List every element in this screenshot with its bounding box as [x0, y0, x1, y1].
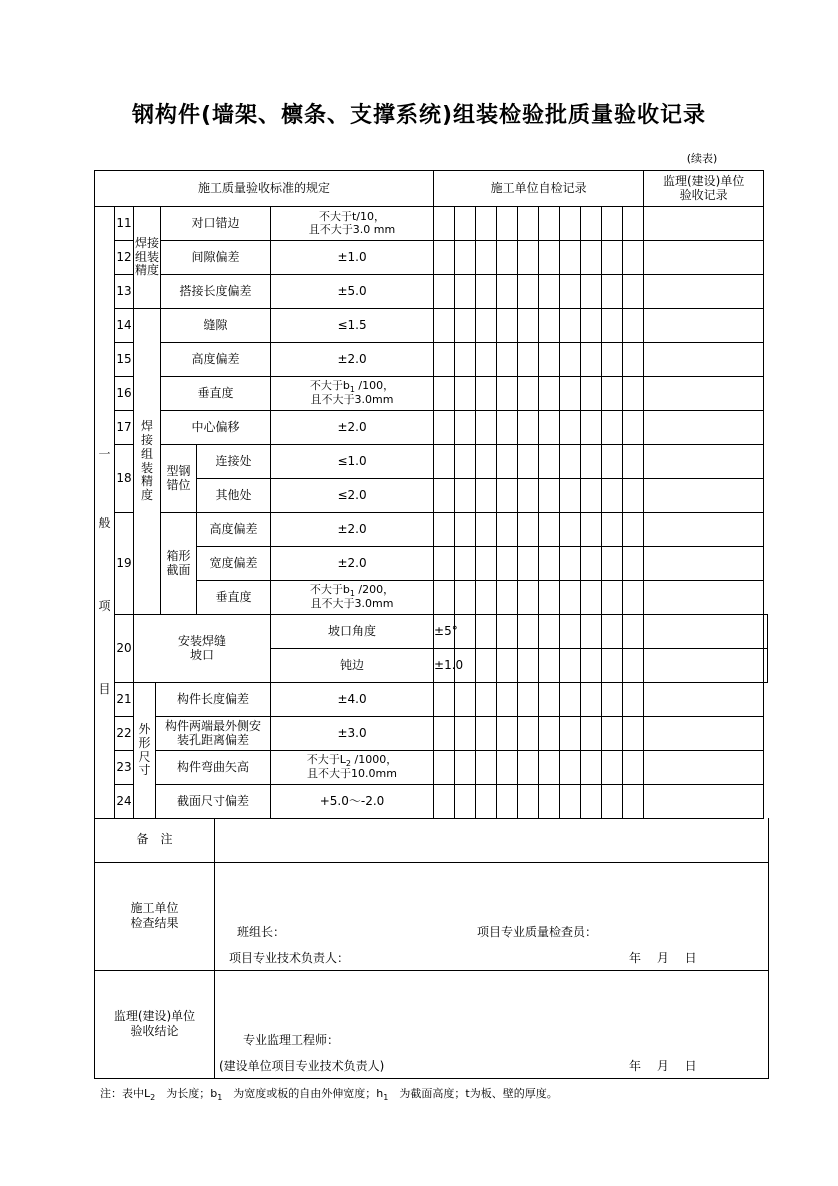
check-cell[interactable] [476, 683, 497, 717]
check-cell[interactable] [539, 513, 560, 547]
item-name: 中心偏移 [161, 411, 271, 445]
check-cell[interactable] [560, 751, 581, 785]
standard-value: ±2.0 [271, 343, 434, 377]
check-cell[interactable] [455, 513, 476, 547]
standard-value: ±2.0 [271, 547, 434, 581]
check-cell[interactable] [476, 581, 497, 615]
table-row [95, 207, 768, 241]
item-name: 搭接长度偏差 [161, 275, 271, 309]
table-row [95, 615, 768, 649]
check-cell[interactable] [644, 615, 764, 649]
check-cell[interactable] [434, 343, 455, 377]
row-number: 16 [115, 377, 134, 411]
check-cell[interactable] [623, 241, 644, 275]
check-cell[interactable] [623, 581, 644, 615]
check-cell[interactable] [455, 751, 476, 785]
check-cell[interactable] [623, 479, 644, 513]
check-cell[interactable] [434, 581, 455, 615]
check-cell[interactable] [539, 615, 560, 649]
check-cell[interactable] [539, 547, 560, 581]
check-cell[interactable] [560, 513, 581, 547]
check-cell[interactable] [602, 513, 623, 547]
supervision-cell[interactable] [644, 479, 764, 513]
standard-value: ±3.0 [271, 717, 434, 751]
check-cell[interactable] [434, 207, 455, 241]
standard-value: 不大于$L_2$ /1000， 且不大于10.0mm [271, 751, 434, 785]
row-number: 20 [115, 615, 134, 683]
check-cell[interactable] [581, 717, 602, 751]
header-standard: 施工质量验收标准的规定 [95, 171, 434, 207]
table-row [95, 343, 768, 377]
check-cell[interactable] [518, 513, 539, 547]
supervision-cell[interactable] [644, 751, 764, 785]
check-cell[interactable] [455, 717, 476, 751]
check-cell[interactable] [434, 751, 455, 785]
check-cell[interactable] [455, 785, 476, 819]
table-row [95, 241, 768, 275]
check-cell[interactable] [623, 751, 644, 785]
check-cell[interactable] [497, 241, 518, 275]
check-cell[interactable] [497, 309, 518, 343]
check-cell[interactable] [476, 377, 497, 411]
check-cell[interactable] [434, 309, 455, 343]
check-cell[interactable] [455, 275, 476, 309]
check-cell[interactable] [455, 411, 476, 445]
check-cell[interactable] [539, 479, 560, 513]
check-cell[interactable] [581, 445, 602, 479]
check-cell[interactable] [497, 411, 518, 445]
row-number: 12 [115, 241, 134, 275]
check-cell[interactable] [602, 377, 623, 411]
check-cell[interactable] [581, 411, 602, 445]
check-cell[interactable] [476, 547, 497, 581]
table-row [95, 513, 768, 547]
supervision-cell[interactable] [644, 683, 764, 717]
check-cell[interactable] [581, 377, 602, 411]
check-cell[interactable] [518, 547, 539, 581]
remarks-label: 备 注 [95, 818, 215, 862]
check-cell[interactable] [476, 207, 497, 241]
check-cell[interactable] [560, 683, 581, 717]
check-cell[interactable] [518, 751, 539, 785]
tech-lead-label: 项目专业技术负责人： [229, 950, 350, 965]
standard-value: +5.0～-2.0 [271, 785, 434, 819]
supervisor-conclusion-label: 监理(建设)单位 验收结论 [95, 970, 215, 1078]
check-cell[interactable] [518, 411, 539, 445]
owner-tech-lead-label: (建设单位项目专业技术负责人) [219, 1058, 385, 1073]
remarks-field[interactable] [215, 818, 769, 862]
check-cell[interactable] [455, 445, 476, 479]
check-cell[interactable] [623, 717, 644, 751]
check-cell[interactable] [476, 615, 497, 649]
check-cell[interactable] [455, 309, 476, 343]
check-cell[interactable] [476, 751, 497, 785]
check-cell[interactable] [539, 581, 560, 615]
supervision-cell[interactable] [764, 615, 768, 649]
supervision-cell[interactable] [644, 275, 764, 309]
check-cell[interactable] [560, 785, 581, 819]
check-cell[interactable] [539, 683, 560, 717]
check-cell[interactable] [497, 785, 518, 819]
check-cell[interactable] [455, 581, 476, 615]
check-cell[interactable] [539, 445, 560, 479]
check-cell[interactable] [602, 411, 623, 445]
check-cell[interactable] [539, 343, 560, 377]
check-cell[interactable] [623, 513, 644, 547]
check-cell[interactable] [560, 275, 581, 309]
check-cell[interactable] [455, 547, 476, 581]
supervision-cell[interactable] [644, 343, 764, 377]
group-install-weld-groove: 安装焊缝 坡口 [134, 615, 271, 683]
check-cell[interactable] [602, 547, 623, 581]
team-leader-label: 班组长： [237, 924, 286, 939]
row-number: 15 [115, 343, 134, 377]
header-self-check: 施工单位自检记录 [434, 171, 644, 207]
check-cell[interactable] [455, 479, 476, 513]
check-cell[interactable] [560, 411, 581, 445]
standard-value: ≤1.5 [271, 309, 434, 343]
check-cell[interactable] [560, 547, 581, 581]
check-cell[interactable] [602, 785, 623, 819]
check-cell[interactable] [476, 649, 497, 683]
check-cell[interactable] [434, 683, 455, 717]
row-number: 13 [115, 275, 134, 309]
check-cell[interactable] [539, 309, 560, 343]
check-cell[interactable] [581, 547, 602, 581]
check-cell[interactable] [455, 207, 476, 241]
supervision-cell[interactable] [644, 581, 764, 615]
check-cell[interactable] [560, 309, 581, 343]
conclusion-table [94, 818, 769, 1079]
check-cell[interactable] [644, 649, 764, 683]
contractor-result-field[interactable] [215, 862, 769, 970]
check-cell[interactable] [581, 207, 602, 241]
check-cell[interactable] [560, 207, 581, 241]
supervision-cell[interactable] [644, 785, 764, 819]
check-cell[interactable] [497, 649, 518, 683]
standard-value: ±1.0 [271, 241, 434, 275]
page-title: 钢构件(墙架、檩条、支撑系统)组装检验批质量验收记录 [131, 103, 707, 128]
check-cell[interactable] [581, 241, 602, 275]
row-number: 23 [115, 751, 134, 785]
check-cell[interactable] [476, 411, 497, 445]
quality-inspector-label: 项目专业质量检查员： [477, 924, 598, 939]
check-cell[interactable] [518, 207, 539, 241]
check-cell[interactable] [602, 615, 623, 649]
row-number: 17 [115, 411, 134, 445]
check-cell[interactable] [602, 207, 623, 241]
category-general-items: 一 般 项 目 [95, 207, 115, 819]
item-name: 垂直度 [197, 581, 271, 615]
check-cell[interactable] [434, 785, 455, 819]
table-row [95, 309, 768, 343]
check-cell[interactable] [581, 649, 602, 683]
item-name: 坡口角度 [271, 615, 434, 649]
check-cell[interactable] [497, 275, 518, 309]
check-cell[interactable] [455, 343, 476, 377]
check-cell[interactable] [539, 751, 560, 785]
item-name: 间隙偏差 [161, 241, 271, 275]
row-number: 21 [115, 683, 134, 717]
check-cell[interactable] [602, 581, 623, 615]
supervision-cell[interactable] [644, 241, 764, 275]
item-name: 宽度偏差 [197, 547, 271, 581]
check-cell[interactable] [497, 445, 518, 479]
table-row [95, 377, 768, 411]
check-cell[interactable] [623, 683, 644, 717]
item-name: 截面尺寸偏差 [156, 785, 271, 819]
check-cell[interactable] [623, 615, 644, 649]
check-cell[interactable] [539, 411, 560, 445]
check-cell[interactable] [560, 377, 581, 411]
header-row [95, 171, 768, 207]
footnote: 注：表中$L_2$ 为长度；$b_1$ 为宽度或板的自由外伸宽度；$h_1$ 为截面高度；t为板、壁的厚度。 [100, 1087, 558, 1103]
check-cell[interactable] [497, 615, 518, 649]
check-cell[interactable] [518, 581, 539, 615]
check-cell[interactable] [623, 445, 644, 479]
check-cell[interactable] [602, 445, 623, 479]
check-cell[interactable] [560, 445, 581, 479]
supervision-cell[interactable] [764, 649, 768, 683]
check-cell[interactable] [581, 479, 602, 513]
check-cell[interactable] [581, 751, 602, 785]
standard-value: ≤2.0 [271, 479, 434, 513]
check-cell[interactable] [455, 683, 476, 717]
check-cell[interactable] [518, 615, 539, 649]
check-cell[interactable] [581, 785, 602, 819]
table-row [95, 411, 768, 445]
check-cell[interactable] [518, 479, 539, 513]
group-weld-assembly-precision: 焊接 组装 精度 [134, 207, 161, 309]
check-cell[interactable] [518, 309, 539, 343]
check-cell[interactable] [518, 377, 539, 411]
check-cell[interactable] [539, 207, 560, 241]
row-number: 22 [115, 717, 134, 751]
row-number: 14 [115, 309, 134, 343]
supervision-cell[interactable] [644, 377, 764, 411]
check-cell[interactable] [623, 275, 644, 309]
check-cell[interactable] [518, 241, 539, 275]
check-cell[interactable] [623, 343, 644, 377]
supervision-engineer-label: 专业监理工程师： [243, 1032, 340, 1047]
table-row [95, 683, 768, 717]
check-cell[interactable] [602, 343, 623, 377]
check-cell[interactable] [539, 717, 560, 751]
item-name: 垂直度 [161, 377, 271, 411]
check-cell[interactable] [497, 207, 518, 241]
header-supervision: 监理(建设)单位 验收记录 [644, 171, 764, 207]
check-cell[interactable] [518, 717, 539, 751]
check-cell[interactable] [623, 785, 644, 819]
standard-value: ±5.0 [271, 275, 434, 309]
check-cell[interactable] [602, 241, 623, 275]
item-name: 连接处 [197, 445, 271, 479]
item-name: 构件弯曲矢高 [156, 751, 271, 785]
check-cell[interactable] [560, 479, 581, 513]
table-row [95, 445, 768, 479]
check-cell[interactable] [539, 275, 560, 309]
row-number: 11 [115, 207, 134, 241]
check-cell[interactable] [497, 547, 518, 581]
check-cell[interactable] [434, 377, 455, 411]
check-cell[interactable] [623, 547, 644, 581]
group-outer-dimensions: 外 形 尺 寸 [134, 683, 156, 819]
check-cell[interactable] [497, 377, 518, 411]
row-number: 19 [115, 513, 134, 615]
check-cell[interactable] [434, 479, 455, 513]
check-cell[interactable] [497, 581, 518, 615]
check-cell[interactable] [623, 309, 644, 343]
check-cell[interactable] [560, 343, 581, 377]
supervisor-conclusion-field[interactable] [215, 970, 769, 1078]
check-cell[interactable] [581, 309, 602, 343]
check-cell[interactable] [602, 717, 623, 751]
row-number: 18 [115, 445, 134, 513]
table-row [95, 751, 768, 785]
check-cell[interactable] [560, 717, 581, 751]
check-cell[interactable] [581, 683, 602, 717]
check-cell[interactable] [518, 683, 539, 717]
item-name: 高度偏差 [161, 343, 271, 377]
supervision-cell[interactable] [644, 411, 764, 445]
supervision-cell[interactable] [644, 309, 764, 343]
check-cell[interactable] [476, 241, 497, 275]
check-cell[interactable] [434, 411, 455, 445]
check-cell[interactable] [581, 275, 602, 309]
standard-value: 不大于$b_1$ /100， 且不大于3.0mm [271, 377, 434, 411]
check-cell[interactable] [539, 649, 560, 683]
check-cell[interactable] [497, 683, 518, 717]
check-cell[interactable] [518, 785, 539, 819]
check-cell[interactable] [539, 785, 560, 819]
check-cell[interactable] [434, 513, 455, 547]
check-cell[interactable] [581, 615, 602, 649]
item-name: 缝隙 [161, 309, 271, 343]
check-cell[interactable] [497, 513, 518, 547]
table-row [95, 717, 768, 751]
check-cell[interactable] [518, 649, 539, 683]
continued-label: (续表) [686, 152, 718, 165]
check-cell[interactable] [497, 751, 518, 785]
supervision-cell[interactable] [644, 547, 764, 581]
item-name: 高度偏差 [197, 513, 271, 547]
check-cell[interactable] [434, 241, 455, 275]
check-cell[interactable] [434, 717, 455, 751]
contractor-result-label: 施工单位 检查结果 [95, 862, 215, 970]
check-cell[interactable] [602, 275, 623, 309]
check-cell[interactable] [623, 377, 644, 411]
item-name: 钝边 [271, 649, 434, 683]
check-cell[interactable] [476, 717, 497, 751]
date-label: 年 月 日 [629, 1058, 697, 1073]
check-cell[interactable] [623, 411, 644, 445]
standard-value: 不大于t/10， 且不大于3.0 mm [271, 207, 434, 241]
supervision-cell[interactable] [644, 207, 764, 241]
check-cell[interactable] [497, 343, 518, 377]
supervision-cell[interactable] [644, 717, 764, 751]
check-cell[interactable] [476, 343, 497, 377]
supervision-cell[interactable] [644, 513, 764, 547]
check-cell[interactable] [455, 377, 476, 411]
group-weld-assembly-precision-2: 焊 接 组 装 精 度 [134, 309, 161, 615]
check-cell[interactable] [581, 343, 602, 377]
check-cell[interactable] [476, 445, 497, 479]
standard-value: ±2.0 [271, 513, 434, 547]
item-name: 对口错边 [161, 207, 271, 241]
inspection-table [94, 170, 768, 819]
check-cell[interactable] [560, 581, 581, 615]
table-row [95, 275, 768, 309]
standard-value: 不大于$b_1$ /200， 且不大于3.0mm [271, 581, 434, 615]
check-cell[interactable] [434, 547, 455, 581]
check-cell[interactable] [602, 751, 623, 785]
item-name: 构件长度偏差 [156, 683, 271, 717]
check-cell[interactable] [539, 377, 560, 411]
group-steel-misalignment: 型钢 错位 [161, 445, 197, 513]
check-cell[interactable] [623, 207, 644, 241]
standard-value: ≤1.0 [271, 445, 434, 479]
check-cell[interactable] [539, 241, 560, 275]
row-number: 24 [115, 785, 134, 819]
item-name: 其他处 [197, 479, 271, 513]
check-cell[interactable] [518, 445, 539, 479]
check-cell[interactable] [434, 275, 455, 309]
date-label: 年 月 日 [629, 950, 697, 965]
standard-value: ±4.0 [271, 683, 434, 717]
check-cell[interactable] [518, 275, 539, 309]
check-cell[interactable] [560, 241, 581, 275]
check-cell[interactable] [602, 649, 623, 683]
check-cell[interactable] [497, 479, 518, 513]
check-cell[interactable] [455, 241, 476, 275]
standard-value: ±2.0 [271, 411, 434, 445]
item-name: 构件两端最外侧安 装孔距离偏差 [156, 717, 271, 751]
check-cell[interactable] [476, 513, 497, 547]
check-cell[interactable] [476, 275, 497, 309]
check-cell[interactable] [476, 309, 497, 343]
check-cell[interactable] [581, 581, 602, 615]
check-cell[interactable] [560, 615, 581, 649]
check-cell[interactable] [623, 649, 644, 683]
check-cell[interactable] [497, 717, 518, 751]
check-cell[interactable] [560, 649, 581, 683]
check-cell[interactable] [581, 513, 602, 547]
check-cell[interactable] [518, 343, 539, 377]
check-cell[interactable] [602, 479, 623, 513]
check-cell[interactable] [476, 479, 497, 513]
standard-value: ±5° [434, 615, 455, 649]
check-cell[interactable] [602, 309, 623, 343]
standard-value: ±1.0 [434, 649, 455, 683]
supervision-cell[interactable] [644, 445, 764, 479]
check-cell[interactable] [602, 683, 623, 717]
group-box-section: 箱形 截面 [161, 513, 197, 615]
table-row [95, 785, 768, 819]
check-cell[interactable] [434, 445, 455, 479]
check-cell[interactable] [476, 785, 497, 819]
